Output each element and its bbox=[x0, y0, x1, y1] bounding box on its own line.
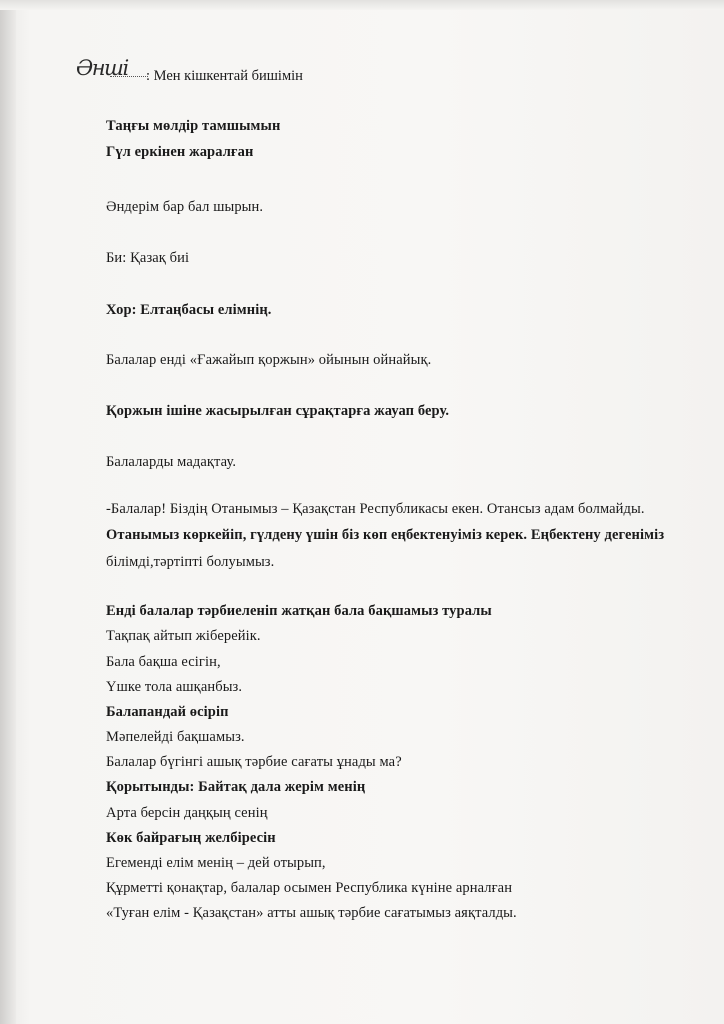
text-line: Қоржын ішіне жасырылған сұрақтарға жауап беру. bbox=[106, 403, 450, 419]
text-line: Балаларды мадақтау. bbox=[106, 454, 237, 470]
text-line: Хор: Елтаңбасы елімнің. bbox=[106, 302, 272, 318]
text-line: Балалар бүгінгі ашық тәрбие сағаты ұнады ма? bbox=[106, 754, 402, 770]
text-line: Қорытынды: Байтақ дала жерім менің bbox=[106, 779, 366, 795]
handwritten-underline bbox=[110, 76, 148, 77]
text-line: Отанымыз көркейіп, гүлдену үшін біз көп еңбектенуіміз керек. Еңбектену дегеніміз bbox=[106, 527, 665, 543]
text-line: Балалар енді «Ғажайып қоржын» ойынын ойнайық. bbox=[106, 352, 432, 368]
text-line: Би: Қазақ биі bbox=[106, 250, 190, 266]
text-line: білімді,тәртіпті болуымыз. bbox=[106, 554, 275, 570]
text-line: Көк байрағың желбіресін bbox=[106, 830, 276, 846]
text-line: Құрметті қонақтар, балалар осымен Республика күніне арналған bbox=[106, 880, 513, 896]
handwritten-label: Әнші bbox=[76, 56, 128, 80]
text-line: Арта берсін даңқың сенің bbox=[106, 805, 268, 821]
text-line: Бала бақша есігін, bbox=[106, 654, 221, 670]
page-title: : Мен кішкентай бишімін bbox=[146, 68, 303, 84]
text-line: Мәпелейді бақшамыз. bbox=[106, 729, 245, 745]
page-top-edge bbox=[0, 0, 724, 10]
text-line: Енді балалар тәрбиеленіп жатқан бала бақшамыз туралы bbox=[106, 603, 492, 619]
text-line: Үшке тола ашқанбыз. bbox=[106, 679, 243, 695]
text-line: Таңғы мөлдір тамшымын bbox=[106, 118, 281, 134]
text-line: Егеменді елім менің – дей отырып, bbox=[106, 855, 326, 871]
text-line: Тақпақ айтып жіберейік. bbox=[106, 628, 261, 644]
page-edge-shadow bbox=[0, 0, 16, 1024]
text-line: -Балалар! Біздің Отанымыз – Қазақстан Республикасы екен. Отансыз адам болмайды. bbox=[106, 501, 645, 517]
text-line: Әндерім бар бал шырын. bbox=[106, 199, 264, 215]
text-line: Гүл еркінен жаралған bbox=[106, 144, 254, 160]
text-line: Балапандай өсіріп bbox=[106, 704, 229, 720]
text-line: «Туған елім - Қазақстан» атты ашық тәрбие сағатымыз аяқталды. bbox=[106, 905, 517, 921]
